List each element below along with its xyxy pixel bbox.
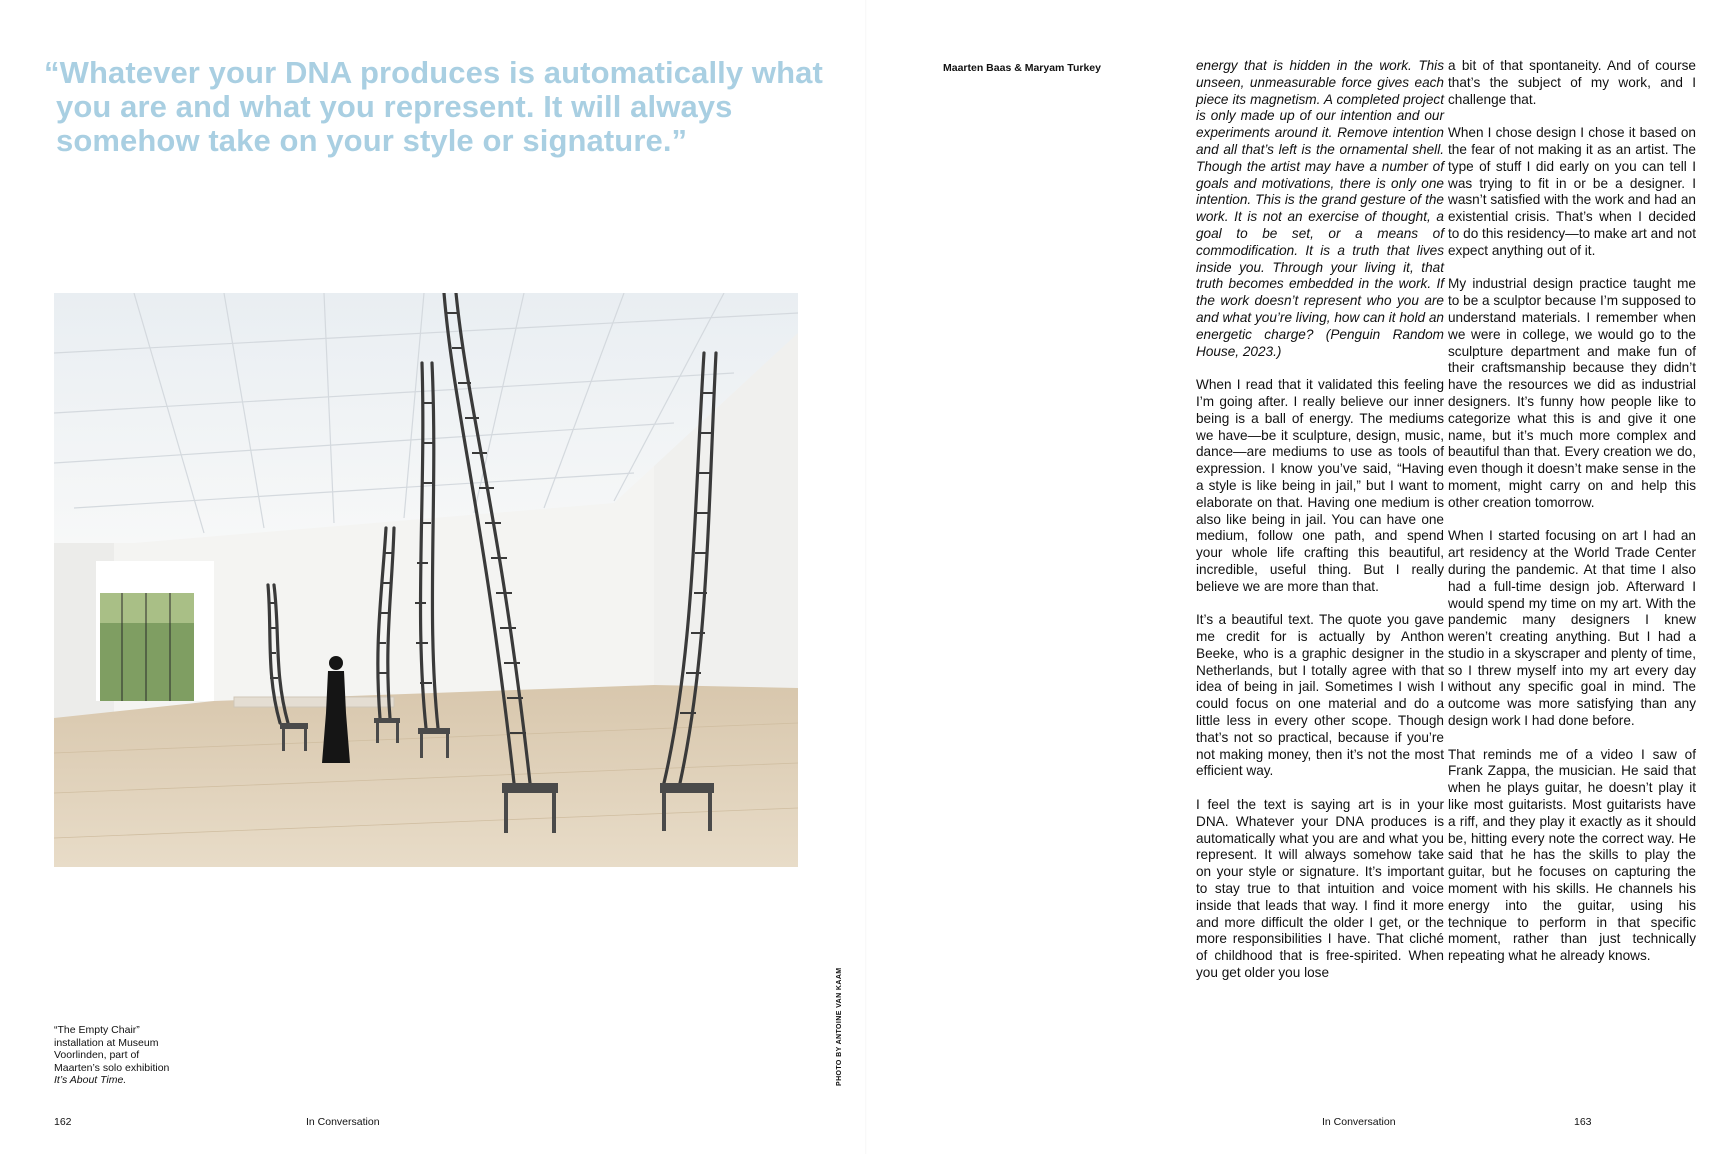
pull-quote: “Whatever your DNA produces is automatically what you are and what you represent. It will always somehow take on your style or signature.” <box>44 55 823 158</box>
paragraph: When I started focusing on art I had an art residency at the World Trade Center during the pandemic. At that time I also had a full-time design job. Afterward I would spend my time on my art. With the pandemic many designers I knew weren’t creating anything. But I had a studio in a skyscraper and plenty of time, so I threw myself into my art every day without any specific goal in mind. The outcome was more satisfying than any design work I had done before. <box>1448 528 1696 729</box>
paragraph: a bit of that spontaneity. And of course that’s the subject of my work, and I challenge that. <box>1448 58 1696 107</box>
paragraph: I feel the text is saying art is in your DNA. Whatever your DNA produces is automatically what you are and what you represent. It will always somehow take on your style or signature. It’s important to stay true to that intuition and voice inside that leads that way. I find it more and more difficult the older I get, or the more responsibilities I have. That cliché of childhood that is free-spirited. When you get older you lose <box>1196 797 1444 981</box>
caption-exhibition-title: It’s About Time. <box>54 1074 127 1086</box>
caption-text: “The Empty Chair” installation at Museum Voorlinden, part of Maarten’s solo exhibition <box>54 1024 170 1074</box>
paragraph: When I read that it validated this feeling I’m going after. I really believe our inner being is a ball of energy. The mediums we have—be it sculpture, design, music, dance—are mediums to use as tools of expression. I know you’ve said, “Having a style is like being in jail,” but I want to elaborate on that. Having one medium is also like being in jail. You can have one medium, follow one path, and spend your whole life crafting this beautiful, incredible, useful thing. But I really believe we are more than that. <box>1196 377 1444 594</box>
paragraph: My industrial design practice taught me to be a sculptor because I’m supposed to understand materials. I remember when we were in college, we would go to the sculpture department and make fun of their craftsmanship because they didn’t have the resources we did as industrial designers. It’s funny how people like to categorize what this is and give it one name, but it’s much more complex and beautiful than that. Every creation we do, even though it doesn’t make sense in the moment, might carry on and help this other creation tomorrow. <box>1448 276 1696 510</box>
gallery-photo <box>54 293 798 867</box>
photo-caption <box>54 1024 174 1087</box>
photo-credit: PHOTO BY ANTOINE VAN KAAM <box>836 967 843 1086</box>
section-label-left: In Conversation <box>306 1116 380 1128</box>
page-number-left: 162 <box>54 1116 72 1128</box>
paragraph: That reminds me of a video I saw of Frank Zappa, the musician. He said that when he plays guitar, he doesn’t play it like most guitarists. Most guitarists have a riff, and they play it exactly as it should be, hitting every note the correct way. He said that he has the skills to play the guitar, but he focuses on capturing the moment with his skills. He channels his energy into the guitar, using his technique to perform in that specific moment, rather than just technically repeating what he already knows. <box>1448 746 1696 964</box>
running-head-names: Maarten Baas & Maryam Turkey <box>943 62 1101 74</box>
paragraph: It’s a beautiful text. The quote you gave me credit for is actually by Anthon Beeke, who is a graphic designer in the Netherlands, but I totally agree with that idea of being in jail. Sometimes I wish I could focus on one material and do a little less in every other scope. Though that’s not so practical, because if you’re not making money, then it’s not the most efficient way. <box>1196 612 1444 779</box>
page-number-right: 163 <box>1574 1116 1592 1128</box>
section-label-right: In Conversation <box>1322 1116 1396 1128</box>
text-column-left <box>1196 58 1444 999</box>
quoted-passage: energy that is hidden in the work. This unseen, unmeasurable force gives each piece its magnetism. A completed project is only made up of our intention and our experiments around it. Remove intention and all that’s left is the ornamental shell. Though the artist may have a number of goals and motivations, there is only one intention. This is the grand gesture of the work. It is not an exercise of thought, a goal to be set, or a means of commodification. It is a truth that lives inside you. Through your living it, that truth becomes embedded in the work. If the work doesn’t represent who you are and what you’re living, how can it hold an energetic charge? (Penguin Random House, 2023.) <box>1196 58 1444 359</box>
text-column-right <box>1448 58 1696 982</box>
paragraph: When I chose design I chose it based on the fear of not making it as an artist. The type of stuff I did early on you can tell I was trying to fit in or be a designer. I wasn’t satisfied with the work and had an existential crisis. That’s when I decided to do this residency—to make art and not expect anything out of it. <box>1448 125 1696 258</box>
page-gutter <box>865 0 867 1154</box>
